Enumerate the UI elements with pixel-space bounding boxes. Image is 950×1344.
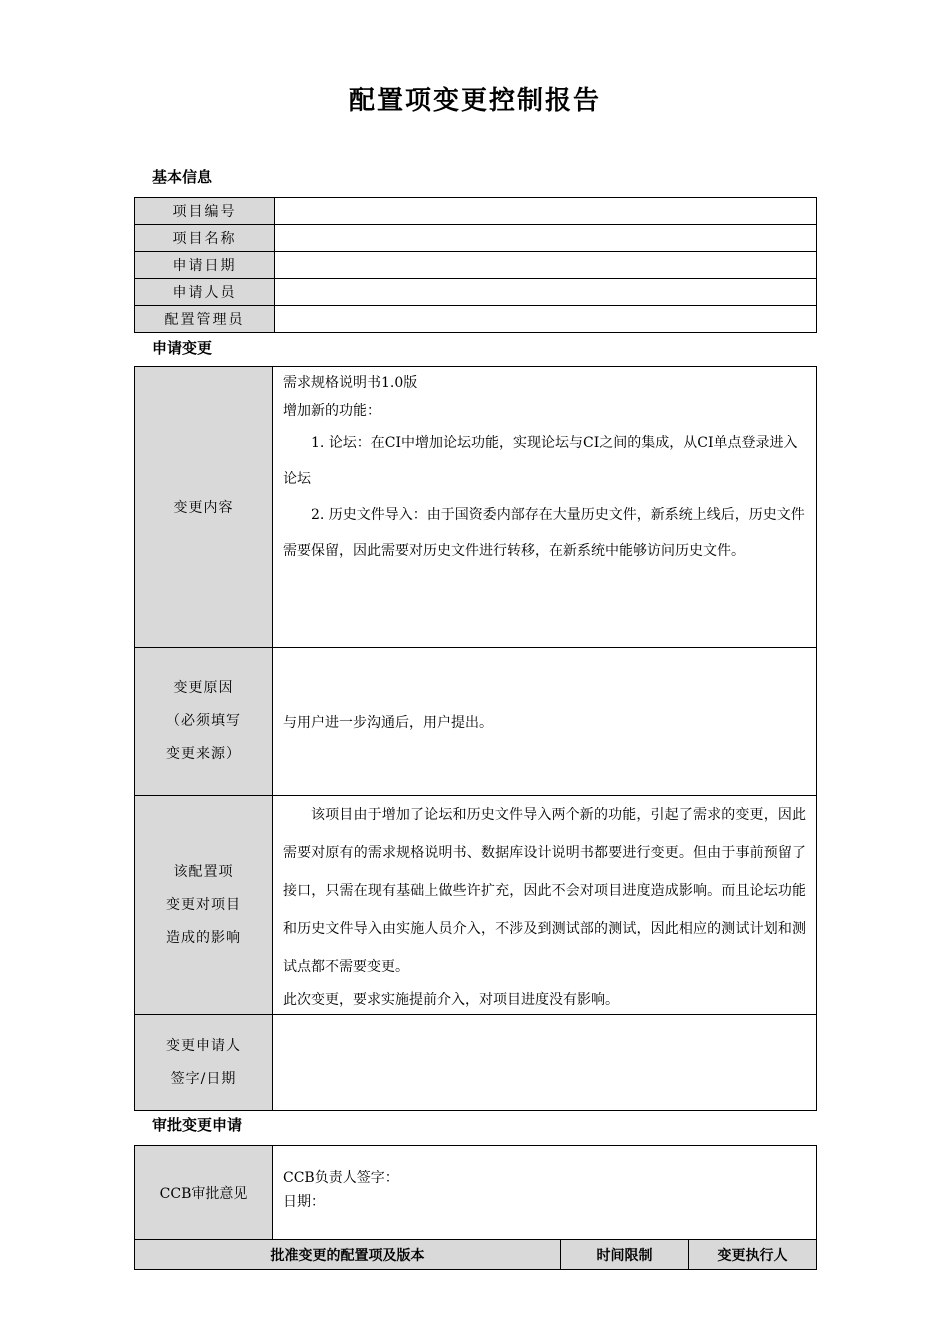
request-change-table [134,366,817,1111]
applicant-signature-cell[interactable] [273,1015,817,1111]
section-basic-info: 基本信息 [152,168,213,186]
section-approval: 审批变更申请 [152,1116,243,1134]
change-impact-cell [273,796,817,1015]
label-applicant: 申请人员 [135,279,275,306]
impact-paragraph: 该项目由于增加了论坛和历史文件导入两个新的功能，引起了需求的变更，因此需要对原有的需求规格说明书、数据库设计说明书都要进行变更。但由于事前预留了接口，只需在现有基础上做些许扩充，因此不会对项目进度造成影响。而且论坛功能和历史文件导入由实施人员介入，不涉及到测试部的测试，因此相应的测试计划和测试点都不需要变更。 [283,807,806,975]
value-applicant[interactable] [275,279,817,306]
table-row [135,367,817,648]
change-reason-cell: 与用户进一步沟通后，用户提出。 [273,648,817,796]
table-row [135,306,817,333]
label-change-reason [135,648,273,796]
value-apply-date[interactable] [275,252,817,279]
table-row [135,198,817,225]
label-line: 变更原因 [173,680,234,696]
label-line: 变更申请人 [166,1037,241,1054]
label-config-manager: 配置管理员 [135,306,275,333]
col-header-executor: 变更执行人 [689,1240,817,1270]
table-row [135,1015,817,1111]
change-content-cell [273,367,817,648]
label-project-no: 项目编号 [135,198,275,225]
value-config-manager[interactable] [275,306,817,333]
label-apply-date: 申请日期 [135,252,275,279]
label-change-impact [135,796,273,1015]
table-row [135,648,817,796]
table-header-row [135,1240,817,1270]
impact-paragraph: 此次变更，要求实施提前介入，对项目进度没有影响。 [283,992,619,1008]
basic-info-table [134,197,817,333]
ccb-sign-label: CCB负责人签字： [283,1170,399,1186]
label-line: 变更对项目 [166,896,241,913]
label-line: 变更来源） [166,746,241,762]
ccb-date-label: 日期： [283,1194,325,1210]
label-line: 签字/日期 [170,1070,237,1087]
value-project-name[interactable] [275,225,817,252]
approval-table [134,1145,817,1270]
ccb-opinion-cell [273,1146,817,1240]
table-row [135,1146,817,1240]
label-line: （必须填写 [166,713,241,729]
page-title: 配置项变更控制报告 [348,86,601,116]
table-row [135,252,817,279]
label-applicant-signature [135,1015,273,1111]
label-line: 该配置项 [173,863,234,880]
value-project-no[interactable] [275,198,817,225]
label-project-name: 项目名称 [135,225,275,252]
content-line: 需求规格说明书1.0版 [283,375,418,391]
col-header-time-limit: 时间限制 [561,1240,689,1270]
label-line: 造成的影响 [166,929,241,946]
table-row [135,279,817,306]
col-header-approved-items: 批准变更的配置项及版本 [135,1240,561,1270]
label-change-content: 变更内容 [135,367,273,648]
content-line: 增加新的功能： [283,403,381,419]
content-item: 1. 论坛：在CI中增加论坛功能，实现论坛与CI之间的集成，从CI单点登录进入论坛 [283,435,798,487]
section-request-change: 申请变更 [152,339,213,357]
content-item: 2. 历史文件导入：由于国资委内部存在大量历史文件，新系统上线后，历史文件需要保留，因此需要对历史文件进行转移，在新系统中能够访问历史文件。 [283,507,805,559]
table-row [135,225,817,252]
label-ccb-opinion: CCB审批意见 [135,1146,273,1240]
table-row [135,796,817,1015]
